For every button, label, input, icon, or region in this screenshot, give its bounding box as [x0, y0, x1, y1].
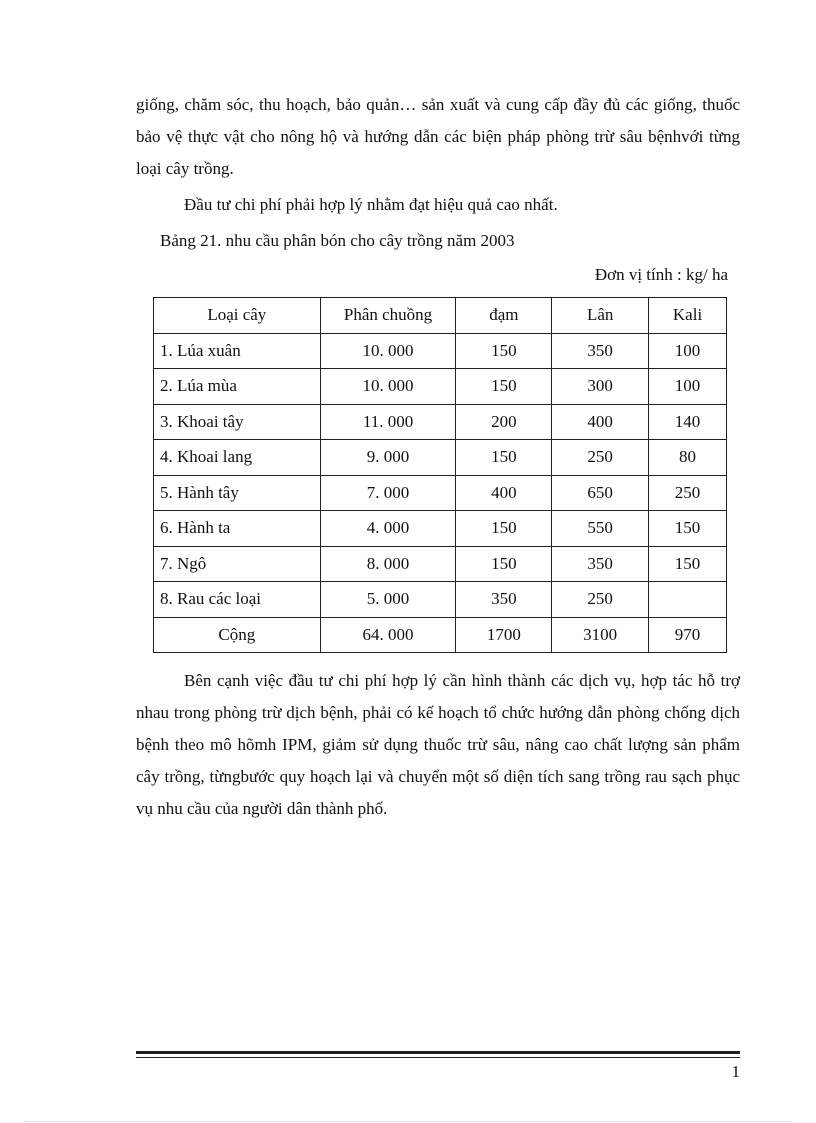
- cell-crop: 8. Rau các loại: [154, 582, 321, 618]
- cell-potassium: [649, 582, 727, 618]
- cell-nitrogen: 150: [456, 511, 552, 547]
- table-caption: Bảng 21. nhu cầu phân bón cho cây trồng năm 2003: [160, 231, 515, 250]
- table-total-row: [154, 617, 727, 653]
- cell-crop: 3. Khoai tây: [154, 404, 321, 440]
- table-row: [154, 511, 727, 547]
- paragraph-3: Bên cạnh việc đầu tư chi phí hợp lý cần hình thành các dịch vụ, hợp tác hỗ trợ nhau trong phòng trừ dịch bệnh, phải có kế hoạch tổ chức hướng dẫn phòng chống dịch bệnh theo mô hõmh IPM, giảm sử dụng thuốc trừ sâu, nâng cao chất lượng sản phẩm cây trồng, từngbước quy hoạch lại và chuyển một số diện tích sang trồng rau sạch phục vụ nhu cầu của người dân thành phố.: [136, 671, 740, 818]
- header-crop: Loại cây: [154, 298, 321, 334]
- total-label: Cộng: [154, 617, 321, 653]
- cell-crop: 6. Hành ta: [154, 511, 321, 547]
- total-manure: 64. 000: [320, 617, 456, 653]
- total-potassium: 970: [649, 617, 727, 653]
- cell-nitrogen: 150: [456, 440, 552, 476]
- cell-nitrogen: 350: [456, 582, 552, 618]
- paragraph-2: Đầu tư chi phí phải hợp lý nhằm đạt hiệu quả cao nhất.: [184, 195, 558, 214]
- cell-manure: 11. 000: [320, 404, 456, 440]
- cell-potassium: 140: [649, 404, 727, 440]
- table-row: [154, 333, 727, 369]
- cell-nitrogen: 200: [456, 404, 552, 440]
- cell-phosphorus: 350: [552, 333, 649, 369]
- header-phosphorus: Lân: [552, 298, 649, 334]
- cell-nitrogen: 150: [456, 546, 552, 582]
- cell-potassium: 80: [649, 440, 727, 476]
- cell-phosphorus: 250: [552, 440, 649, 476]
- cell-potassium: 150: [649, 546, 727, 582]
- cell-crop: 1. Lúa xuân: [154, 333, 321, 369]
- total-nitrogen: 1700: [456, 617, 552, 653]
- cell-manure: 9. 000: [320, 440, 456, 476]
- page-number: 1: [731, 1062, 740, 1081]
- header-nitrogen: đạm: [456, 298, 552, 334]
- table-row: [154, 404, 727, 440]
- cell-crop: 5. Hành tây: [154, 475, 321, 511]
- cell-phosphorus: 400: [552, 404, 649, 440]
- table-row: [154, 369, 727, 405]
- cell-potassium: 100: [649, 333, 727, 369]
- fertilizer-table: [153, 297, 727, 653]
- cell-phosphorus: 350: [552, 546, 649, 582]
- cell-manure: 8. 000: [320, 546, 456, 582]
- cell-potassium: 100: [649, 369, 727, 405]
- header-manure: Phân chuồng: [320, 298, 456, 334]
- cell-potassium: 150: [649, 511, 727, 547]
- cell-manure: 4. 000: [320, 511, 456, 547]
- cell-manure: 10. 000: [320, 369, 456, 405]
- table-unit: Đơn vị tính : kg/ ha: [594, 265, 728, 284]
- page-bottom-divider: [24, 1121, 792, 1122]
- header-potassium: Kali: [649, 298, 727, 334]
- total-phosphorus: 3100: [552, 617, 649, 653]
- cell-manure: 5. 000: [320, 582, 456, 618]
- cell-crop: 4. Khoai lang: [154, 440, 321, 476]
- cell-nitrogen: 150: [456, 333, 552, 369]
- table-row: [154, 546, 727, 582]
- paragraph-1: giống, chăm sóc, thu hoạch, bảo quản… sản xuất và cung cấp đầy đủ các giống, thuốc bảo vệ thực vật cho nông hộ và hướng dẫn các biện pháp phòng trừ sâu bệnhvới từng loại cây trồng.: [136, 95, 740, 178]
- cell-nitrogen: 400: [456, 475, 552, 511]
- table-header-row: [154, 298, 727, 334]
- cell-phosphorus: 250: [552, 582, 649, 618]
- footer-rule-thin: [136, 1057, 740, 1058]
- cell-manure: 7. 000: [320, 475, 456, 511]
- cell-crop: 2. Lúa mùa: [154, 369, 321, 405]
- cell-manure: 10. 000: [320, 333, 456, 369]
- table-row: [154, 582, 727, 618]
- cell-nitrogen: 150: [456, 369, 552, 405]
- cell-phosphorus: 300: [552, 369, 649, 405]
- table-row: [154, 475, 727, 511]
- cell-phosphorus: 650: [552, 475, 649, 511]
- table-row: [154, 440, 727, 476]
- cell-potassium: 250: [649, 475, 727, 511]
- cell-phosphorus: 550: [552, 511, 649, 547]
- footer-rule-thick: [136, 1051, 740, 1054]
- cell-crop: 7. Ngô: [154, 546, 321, 582]
